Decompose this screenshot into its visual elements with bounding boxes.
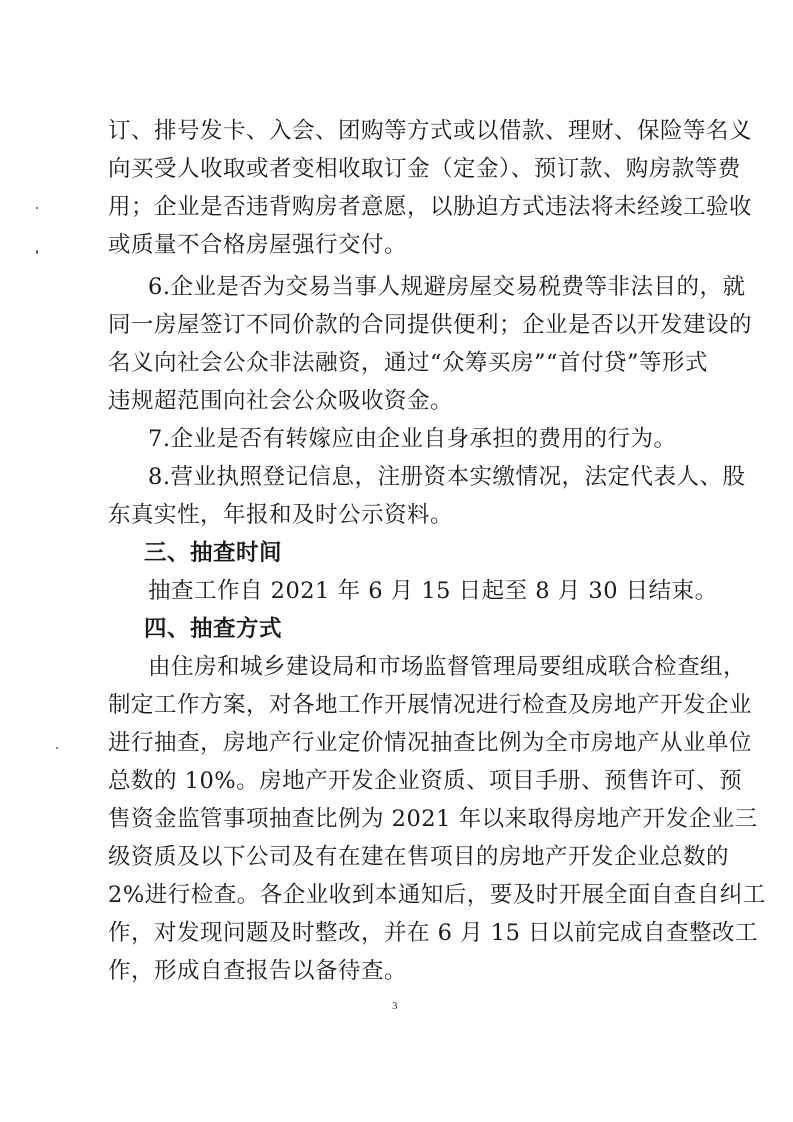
body-text-line: 2%进行检查。各企业收到本通知后，要及时开展全面自查自纠工 (108, 882, 766, 908)
body-text-line: 东真实性，年报和及时公示资料。 (108, 502, 454, 528)
scan-speck (36, 250, 38, 254)
body-text-line: 制定工作方案，对各地工作开展情况进行检查及房地产开发企业 (108, 692, 753, 718)
body-text-line: 总数的 10%。房地产开发企业资质、项目手册、预售许可、预 (108, 768, 743, 794)
body-text-line: 作，形成自查报告以备待查。 (108, 958, 408, 984)
body-text-line: 级资质及以下公司及有在建在售项目的房地产开发企业总数的 (108, 844, 730, 870)
body-text-line: 向买受人收取或者变相收取订金（定金）、预订款、购房款等费 (108, 156, 741, 182)
body-text-line: 用；企业是否违背购房者意愿，以胁迫方式违法将未经竣工验收 (108, 194, 753, 220)
body-text-line: 作，对发现问题及时整改，并在 6 月 15 日以前完成自查整改工 (108, 920, 759, 946)
body-text-line: 7.企业是否有转嫁应由企业自身承担的费用的行为。 (148, 426, 677, 452)
body-text-line: 同一房屋签订不同价款的合同提供便利；企业是否以开发建设的 (108, 312, 753, 338)
section-heading: 四、抽查方式 (144, 616, 283, 642)
body-text-line: 违规超范围向社会公众吸收资金。 (108, 388, 454, 414)
body-text-line: 或质量不合格房屋强行交付。 (108, 232, 408, 258)
body-text-line: 名义向社会公众非法融资，通过“众筹买房”“首付贷”等形式 (108, 350, 709, 376)
body-text-line: 订、排号发卡、入会、团购等方式或以借款、理财、保险等名义 (108, 118, 753, 144)
body-text-line: 抽查工作自 2021 年 6 月 15 日起至 8 月 30 日结束。 (148, 578, 718, 604)
body-text-line: 8.营业执照登记信息，注册资本实缴情况，法定代表人、股 (148, 464, 746, 490)
body-text-line: 进行抽查，房地产行业定价情况抽查比例为全市房地产从业单位 (108, 730, 753, 756)
scan-speck (36, 207, 38, 209)
body-text-line: 6.企业是否为交易当事人规避房屋交易税费等非法目的，就 (148, 274, 746, 300)
section-heading: 三、抽查时间 (144, 540, 283, 566)
scan-speck (56, 747, 58, 749)
body-text-line: 售资金监管事项抽查比例为 2021 年以来取得房地产开发企业三 (108, 806, 758, 832)
body-text-line: 由住房和城乡建设局和市场监督管理局要组成联合检查组， (148, 654, 747, 680)
page-number: 3 (392, 1000, 398, 1012)
